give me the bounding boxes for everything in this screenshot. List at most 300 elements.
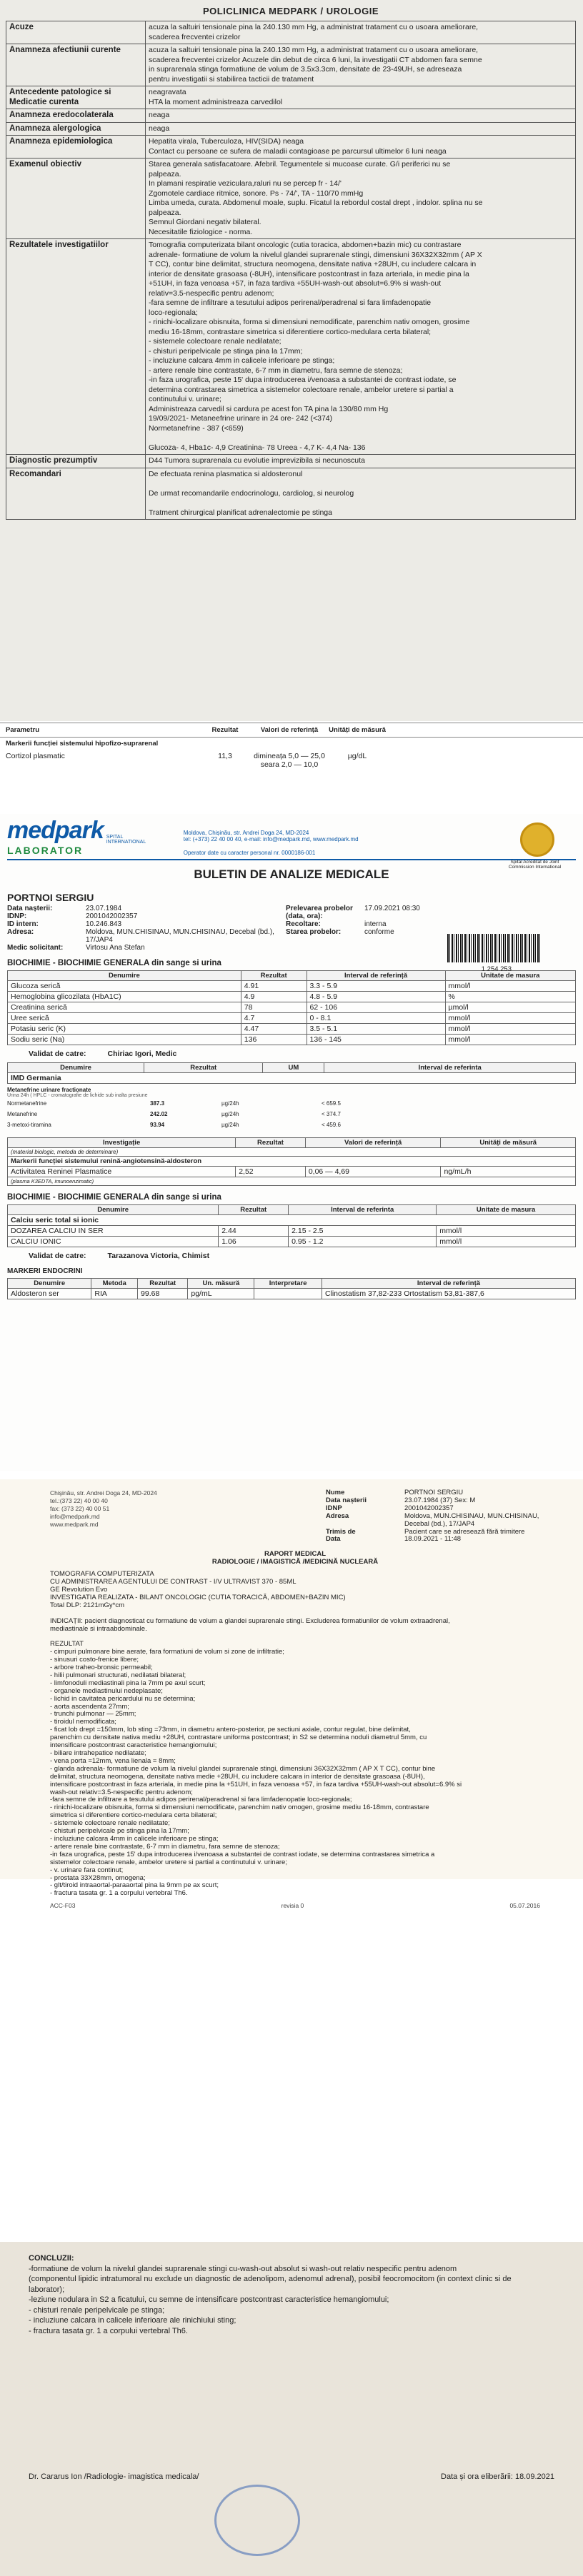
meta-rows [7,1098,576,1130]
cell: 3-metoxi-tiramina [7,1122,51,1128]
row-content [146,44,576,86]
col-header: Rezultat [211,726,239,734]
cell: CALCIU IONIC [8,1237,219,1247]
col-header: Parametru [6,726,39,734]
cell: 0.95 - 1.2 [289,1237,437,1247]
row-content [146,86,576,109]
report-body [50,1571,540,1898]
report-line: - vena porta =12mm, vena lienala = 8mm; [50,1756,176,1765]
report-line: delimitat, structura neomogena, densitate nativa medie +28UH, cu includere calcara in interior de densitate grasoasa (-8UH), [50,1772,425,1781]
meta-row [7,1120,576,1130]
conclusion-line: laborator); [29,2285,65,2294]
table-row [8,1226,576,1237]
conclusion-line: -leziune nodulara in S2 a ficatului, cu semne de intensificare postcontrast caracteristice hemangiomului; [29,2295,389,2304]
cell: mmol/l [445,1035,575,1045]
imd-table [7,1062,576,1084]
sample-info [286,905,420,952]
consult-table [6,21,576,520]
cell: 2.15 - 2.5 [289,1226,437,1237]
report-line: Total DLP: 2121mGy*cm [50,1601,125,1609]
lab-bulletin [0,814,583,1471]
bio2-group: Calciu seric total si ionic [8,1215,576,1226]
col-header: Interval de referință [307,971,445,981]
jci-seal-icon [520,822,554,857]
row-line: Zgomotele cardiace ritmice, sonore. Ps - 74/', TA - 110/70 mmHg [149,188,364,198]
cell: Uree serică [8,1013,241,1024]
report-line: - glt/tiroid intraaortal-paraaortal pina la 9mm pe ax scurt; [50,1881,219,1890]
row-line: HTA la moment administreaza carvedilol [149,97,283,106]
cell: mmol/l [437,1226,576,1237]
row-line: acuza la saltuiri tensionale pina la 240.130 mm Hg, a administrat tratament cu o usoara ameliorare, [149,46,479,54]
row-line: - sistemele colectoare renale nedilatate; [149,337,281,346]
cell: 3.5 - 5.1 [307,1024,445,1035]
radiology-report [0,1479,583,1910]
cell: 4.8 - 5.9 [307,992,445,1002]
info-value: 23.07.1984 [86,905,122,912]
row-line: scaderea frecventei crizelor [149,32,241,41]
row-line: neaga [149,124,170,133]
info-label: IDNP [326,1504,342,1512]
col-header: Denumire [8,1279,91,1289]
cell: mmol/l [445,981,575,992]
report-line: intensificare postcontrast caracteristice hemangiomului; [50,1741,217,1750]
cell: 93.94 [150,1122,165,1128]
table-row [8,1035,576,1045]
cell: mmol/l [445,1013,575,1024]
row-line: scaderea frecventei crizelor Acuzele din debut de circa 6 luni, la investigatii CT abdomen fara semne [149,55,482,64]
table-row [8,992,576,1002]
table-row [6,122,576,136]
lab-label: LABORATOR [7,845,84,856]
clinic-line: tel.:(373 22) 40 00 40 [50,1496,108,1504]
cell: DOZAREA CALCIU IN SER [8,1226,219,1237]
report-line: - rinichi-localizare obisnuita, forma si dimensiuni nemodificate, parenchim nativ omogen, grosime mediu 16-18mm, contrastare [50,1803,429,1812]
row-line: in suprarenala stinga formatiune de volum de 3.5x3.3cm, densitate de 23-49UH, se adreseaza [149,65,462,74]
row-line: interior de densitate grasoasa (-8UH), intensificare postcontrast in faza arteriala, in medie pina la [149,269,469,278]
report-line: - artere renale bine contrastate, 6-7 mm in diametru, fara semne de stenoza; [50,1842,280,1851]
phone: tel: (+373) 22 40 00 40, e-mail: info@medpark.md, www.medpark.md [183,836,359,842]
row-line [149,479,572,489]
meta-sub: Urina 24h ( HPLC - cromatografie de lichide sub inalta presiune [7,1093,148,1098]
clinic-contact [50,1489,157,1544]
table-row [6,159,576,239]
cell: 4.7 [241,1013,307,1024]
row-line [149,498,572,508]
row-line: - chisturi peripelvicale pe stinga pina la 17mm; [149,346,303,356]
report-line: - biliare intrahepatice nedilatate; [50,1749,146,1757]
row-line: - artere renale bine contrastate, 6-7 mm in diametru, fara semne de stenoza; [149,366,403,375]
conclusions-title: CONCLUZII: [29,2254,74,2263]
cell: 11,3 [218,752,232,760]
table-row [6,86,576,109]
conclusion-line: - fractura tasata gr. 1 a corpului vertebral Th6. [29,2326,188,2335]
row-line: relativ=3.5-nespecific pentru adenom; [149,288,274,298]
table-row [6,468,576,520]
cell: 1.06 [219,1237,289,1247]
policlinica-page [0,0,583,721]
cell: 78 [241,1002,307,1013]
cell: Clinostatism 37,82-233 Ortostatism 53,81-387,6 [322,1289,575,1299]
row-label: Anamneza eredocolaterala [6,109,146,123]
report-subtitle: RADIOLOGIE / IMAGISTICĂ /MEDICINĂ NUCLEARĂ [211,1558,379,1566]
report-line: - fractura tasata gr. 1 a corpului vertebral Th6. [50,1889,188,1898]
info-row [286,920,420,928]
row-content [146,136,576,159]
cell: 0 - 8.1 [307,1013,445,1024]
report-line: CU ADMINISTRAREA AGENTULUI DE CONTRAST - I/V ULTRAVIST 370 - 85ML [50,1578,297,1586]
row-line: acuza la saltuiri tensionale pina la 240.130 mm Hg, a administrat tratament cu o usoara ameliorare, [149,23,479,31]
address: Moldova, Chișinău, str. Andrei Doga 24, MD-2024 [183,830,309,836]
info-value: 10.246.843 [86,920,122,928]
report-line: wash-out relativ=3.5-nespecific pentru adenom; [50,1788,193,1796]
col-header: Valori de referință [305,1138,441,1148]
row-line: loco-regionala; [149,308,198,317]
row-label: Acuze [6,21,146,44]
cell: 136 - 145 [307,1035,445,1045]
table-row [6,109,576,123]
row-line: Semnul Giordani negativ bilateral. [149,218,261,226]
cortisol-table [0,723,583,814]
page-header: POLICLINICA MEDPARK / UROLOGIE [202,6,379,16]
cortisol-header [0,723,583,738]
row-content [146,239,576,455]
release-date: Data și ora eliberării: 18.09.2021 [441,2472,554,2481]
cell: < 459.6 [322,1122,341,1128]
row-line: De efectuata renina plasmatica si aldosteronul [149,469,303,478]
col-header: Unități de măsură [329,726,386,734]
col-header: Rezultat [144,1063,263,1073]
row-content [146,21,576,44]
cell: µg/24h [221,1122,239,1128]
report-line: - glanda adrenala- formatiune de volum la nivelul glandei suprarenale stingi, dimensiuni 36X32X32mm ( AP X T CC), contur bine [50,1764,436,1773]
row-line: T CC), contur bine delimitat, structura neomogena, densitate nativa +28UH, cu includere calcara in [149,260,477,268]
endo-table [7,1278,576,1299]
row-line: pentru investigatii si stabilirea tacticii de tratament [149,74,314,84]
report-line: - sinusuri costo-frenice libere; [50,1656,139,1664]
cell: 242.02 [150,1111,168,1117]
table-row [6,21,576,44]
table-row [6,239,576,455]
row-line: Glucoza- 4, Hba1c- 4,9 Creatinina- 78 Ureea - 4,7 K- 4,4 Na- 136 [149,443,366,452]
conclusion-line: (componentul lipidic intratumoral nu exclude un diagnostic de adenolipom, adenomul adrenal), posibil feocromocitom (in context clinic si de [29,2275,512,2283]
operator-note: Operator date cu caracter personal nr. 0000186-001 [183,850,316,856]
table-row [8,1013,576,1024]
doctor-name: Dr. Cararus Ion /Radiologie- imagistica medicala/ [29,2472,199,2481]
row-line: Tomografia computerizata bilant oncologic (cutia toracica, abdomen+bazin mic) cu contrastare [149,241,462,249]
col-header: Rezultat [236,1138,306,1148]
info-value: 17.09.2021 08:30 [364,905,420,912]
row-label: Recomandari [6,468,146,520]
meta-row [7,1109,576,1120]
cell: 136 [241,1035,307,1045]
row-line: De urmat recomandarile endocrinologu, cardiolog, si neurolog [149,488,354,498]
report-line: -in faza urografica, peste 15' dupa introducerea i/venoasa a substantei de contrast iodate, se determina contrastarea simetrica a [50,1850,435,1858]
row-label: Rezultatele investigatiilor [6,239,146,455]
table-row [0,750,583,771]
logo-subtitle: SPITAL INTERNATIONAL [106,835,146,845]
cell: 3.3 - 5.9 [307,981,445,992]
info-row [7,920,286,928]
info-label: Adresa [326,1511,349,1520]
report-line: parenchim cu densitate nativa mediu +28UH, contrastare uniforma postcontrast; in S2 se determina noduli diametrul 5mm, cu [50,1734,427,1742]
renin-table [7,1137,576,1186]
stamp-icon [214,2485,300,2556]
report-line: - aorta ascendenta 27mm; [50,1702,129,1711]
footer-revision: revisia 0 [281,1902,304,1910]
row-line: continutului v. urinare; [149,395,221,403]
row-line: neagravata [149,88,186,96]
report-line: - cimpuri pulmonare bine aerate, fara formatiuni de volum si zone de infiltratie; [50,1648,284,1656]
patient-fields [326,1489,540,1544]
cell: pg/mL [188,1289,254,1299]
info-row [7,912,286,920]
col-header: Rezultat [241,971,307,981]
cell: Metanefrine [7,1111,38,1117]
report-line: - tiroidul nemodificata; [50,1718,116,1726]
info-value: Pacient care se adresează fără trimitere [404,1527,525,1536]
row-label: Anamneza epidemiologica [6,136,146,159]
row-content [146,159,576,239]
col-header: Denumire [8,1205,219,1215]
validated-label: Validat de catre: [29,1050,86,1058]
info-value: Virtosu Ana Stefan [86,944,145,952]
renin-sub: (material biologic, metoda de determinare) [8,1148,576,1157]
bio2-title: BIOCHIMIE - BIOCHIMIE GENERALA din sange si urina [7,1193,221,1202]
cell: Creatinina serică [8,1002,241,1013]
info-value: conforme [364,928,394,936]
row-line: Contact cu persoane ce sufera de maladii contagioase pe parcursul ultimelor 6 luni neaga [149,146,447,156]
info-row [7,944,286,952]
row-label: Antecedente patologice si Medicatie curenta [6,86,146,109]
clinic-line: info@medpark.md [50,1512,100,1520]
conclusions-page [0,2242,583,2576]
col-header: Valori de referință [260,726,319,734]
report-line: - incluziune calcara 4mm in calicele inferioare pe stinga; [50,1834,219,1843]
report-line: - chisturi peripelvicale pe stinga pina la 17mm; [50,1827,189,1836]
col-header: Interpretare [254,1279,322,1289]
report-line: - hilii pulmonari structurati, nedilatati bilateral; [50,1671,186,1679]
row-label: Examenul obiectiv [6,159,146,239]
row-line: In plamani respiratie veziculara,raluri nu se percep fr - 14/' [149,179,342,188]
info-label: Trimis de [326,1527,356,1536]
col-header: Metoda [91,1279,138,1289]
conclusion-line: - chisturi renale peripelvicale pe stinga; [29,2305,165,2315]
report-line: - organele mediastinului nedeplasate; [50,1686,163,1695]
report-line: simetrica si diferentiere cortico-medulara certa bilateral; [50,1811,217,1820]
report-line: sistemelor colectoare renale, ambelor uretere si partial a continutului v. urinare; [50,1858,287,1866]
col-header: Denumire [8,1063,144,1073]
cell: Activitatea Reninei Plasmatice [8,1167,236,1177]
table-row [6,136,576,159]
cell: µg/dL [347,752,367,760]
cell: µmol/l [445,1002,575,1013]
col-header: Unitate de masura [445,971,575,981]
report-line: - v. urinare fara continut; [50,1866,124,1874]
row-line: palpeaza. [149,169,181,178]
row-line: palpeaza. [149,208,181,217]
cell: Potasiu seric (K) [8,1024,241,1035]
info-row [7,905,286,912]
row-content [146,455,576,468]
cell: 0,06 — 4,69 [305,1167,441,1177]
cell: mmol/l [437,1237,576,1247]
patient-name: PORTNOI SERGIU [7,892,94,903]
report-line: - lichid in cavitatea pericardului nu se determina; [50,1694,196,1703]
info-label: ID intern: [7,920,39,928]
report-line: REZULTAT [50,1640,84,1649]
info-value: PORTNOI SERGIU [404,1489,464,1496]
row-line: mediu 16-18mm, contrastare simetrica si diferentiere cortico-medulara certa bilateral; [149,327,432,336]
row-content [146,109,576,123]
cell: µg/24h [221,1111,239,1117]
clinic-line: www.medpark.md [50,1520,99,1528]
report-line: - limfonoduli mediastinali pina la 7mm pe axul scurt; [50,1679,206,1687]
info-value: 2001042002357 [404,1504,454,1512]
report-line: intensificare postcontrast in faza arteriala, in medie pina la +51UH, in faza venoasa +57, in faza tardiva +55UH-wash-out absolut=6.9% si [50,1780,462,1788]
row-content [146,122,576,136]
row-line: 19/09/2021- Metaneefrine urinare in 24 ore- 242 (<374) [149,414,333,423]
table-row [8,981,576,992]
meta-row [7,1098,576,1109]
row-line: determina contrastarea simetrica a sistemelor colectoare renale, ambelor uretere si partial a [149,385,454,394]
cell: < 374.7 [322,1111,341,1117]
row-line: D44 Tumora suprarenala cu evolutie imprevizibila si necunoscuta [149,456,365,465]
cell [254,1289,322,1299]
info-value: 18.09.2021 - 11:48 [404,1535,462,1544]
report-line: - arbore traheo-bronsic permeabil; [50,1664,153,1672]
cell: 4.47 [241,1024,307,1035]
table-row [8,1024,576,1035]
col-header: Interval de referinta [324,1063,576,1073]
row-label: Anamneza alergologica [6,122,146,136]
report-line: GE Revolution Evo [50,1585,108,1594]
report-line: TOMOGRAFIA COMPUTERIZATA [50,1570,154,1579]
info-label: Adresa: [7,928,34,936]
cell: Sodiu seric (Na) [8,1035,241,1045]
row-line: adrenale- formatiune de volum la nivelul glandei suprarenale stingi, dimensiuni 36X32X32mm ( AP X [149,250,482,259]
bio-title: BIOCHIMIE - BIOCHIMIE GENERALA din sange si urina [7,959,221,967]
cell: < 659.5 [322,1100,341,1107]
cell: dimineața 5,0 — 25,0 seara 2,0 — 10,0 [254,752,325,769]
col-header: Denumire [8,971,241,981]
cell: 4.9 [241,992,307,1002]
info-label: Data nașterii: [7,905,53,912]
info-row [7,928,286,944]
bulletin-title: BULETIN DE ANALIZE MEDICALE [194,867,389,881]
col-header: Unități de măsură [441,1138,576,1148]
row-line: Tratment chirurgical planificat adrenalectomie pe stinga [149,508,332,517]
report-line: - trunchi pulmonar — 25mm; [50,1710,136,1719]
info-row [286,905,420,920]
table-row [8,1237,576,1247]
col-header: UM [263,1063,324,1073]
row-line: Limba umeda, curata. Abdomenul moale, suplu. Ficatul la rebordul costal drept , indolor. splina nu se [149,198,483,207]
row-label: Diagnostic prezumptiv [6,455,146,468]
report-line: INVESTIGATIA REALIZATA - BILANT ONCOLOGIC (CUTIA TORACICĂ, ABDOMEN+BAZIN MIC) [50,1593,346,1601]
clinic-line: Chişinău, str. Andrei Doga 24, MD-2024 [50,1489,157,1496]
report-title: RAPORT MEDICAL [264,1550,327,1559]
info-row [326,1513,540,1529]
row-line: Normetanefrine - 387 (<659) [149,423,244,433]
info-value: 2001042002357 [86,912,138,920]
info-row [286,928,420,936]
col-header: Un. măsură [188,1279,254,1289]
info-label: Medic solicitant: [7,944,64,952]
report-line: - ficat lob drept =150mm, lob sting =73mm, in diametru antero-posterior, pe sectiuni axiale, contur regulat, bine delimitat, [50,1726,411,1734]
cell: Glucoza serică [8,981,241,992]
renin-note: (plasma K3EDTA, imunoenzimatic) [8,1177,576,1186]
cell: mmol/l [445,1024,575,1035]
barcode [447,934,540,962]
seal-text: Spital Acreditat de Joint Commission International [508,860,562,870]
row-line: - rinichi-localizare obisnuita, forma si dimensiuni nemodificate, parenchim nativ omogen, grosime [149,318,470,326]
cell: 2,52 [236,1167,306,1177]
info-label: Recoltare: [286,920,321,928]
col-header: Rezultat [138,1279,188,1289]
cell: Aldosteron ser [8,1289,91,1299]
conclusion-line: -formatiune de volum la nivelul glandei suprarenale stingi cu-wash-out absolut si wash-out relativ nespecific pentru adenom [29,2264,457,2273]
col-header: Investigație [8,1138,236,1148]
cell: µg/24h [221,1100,239,1107]
cell: Hemoglobina glicozilata (HbA1C) [8,992,241,1002]
cell: 4.91 [241,981,307,992]
cell: % [445,992,575,1002]
cell: Normetanefrine [7,1100,47,1107]
report-line [50,1633,540,1641]
validator: Tarazanova Victoria, Chimist [107,1252,210,1260]
patient-info [7,905,286,952]
info-label: Nume [326,1489,345,1496]
group-label [0,738,583,750]
row-line: -fara semne de infiltrare a tesutului adipos perirenal/peradrenal si fara limfadenopatie [149,298,432,307]
info-label: Data [326,1535,341,1544]
table-row [6,455,576,468]
table-row [8,1002,576,1013]
cell: 2.44 [219,1226,289,1237]
report-line [50,1610,540,1618]
group-text: Markerii funcției sistemului hipofizo-suprarenal [6,740,159,748]
bio2-table [7,1204,576,1247]
validator: Chiriac Igori, Medic [107,1050,177,1058]
cell: 62 - 106 [307,1002,445,1013]
row-line: - incluziune calcara 4mm in calicele inferioare pe stinga; [149,356,335,365]
cell: ng/mL/h [441,1167,576,1177]
info-value: Moldova, MUN.CHISINAU, MUN.CHISINAU, Decebal (bd.), 17/JAP4 [86,928,274,944]
info-label: Starea probelor: [286,928,342,936]
report-line: INDICAȚII: pacient diagnosticat cu formatiune de volum a glandei suprarenale stingi. Excluderea formatiunilor de volum extraadrenal, [50,1616,450,1625]
info-row [326,1536,540,1544]
bio-table [7,970,576,1045]
report-line: - sistemele colectoare renale nedilatate; [50,1819,170,1828]
row-label: Anamneza afectiunii curente [6,44,146,86]
info-value: 23.07.1984 (37) Sex: M [404,1496,476,1504]
clinic-line: fax: (373 22) 40 00 51 [50,1504,110,1512]
row-line [149,433,572,443]
col-header: Interval de referință [322,1279,575,1289]
info-value: Moldova, MUN.CHISINAU, MUN.CHISINAU, Decebal (bd.), 17/JAP4 [404,1511,539,1528]
renin-group: Markerii funcției sistemului renină-angiotensină-aldosteron [8,1157,576,1167]
report-line: - prostata 33X28mm, omogena; [50,1873,146,1882]
info-label: Prelevarea probelor (data, ora): [286,905,353,920]
row-line: -in faza urografica, peste 15' dupa introducerea i/venoasa a substantei de contrast iodate, se [149,376,457,384]
col-header: Interval de referinta [289,1205,437,1215]
barcode-number: 1.254.253 [481,965,512,973]
medpark-logo: medpark [7,817,104,844]
cell: Cortizol plasmatic [6,752,65,760]
cell: RIA [91,1289,138,1299]
col-header: Unitate de masura [437,1205,576,1215]
info-label: Data nașterii [326,1496,367,1504]
